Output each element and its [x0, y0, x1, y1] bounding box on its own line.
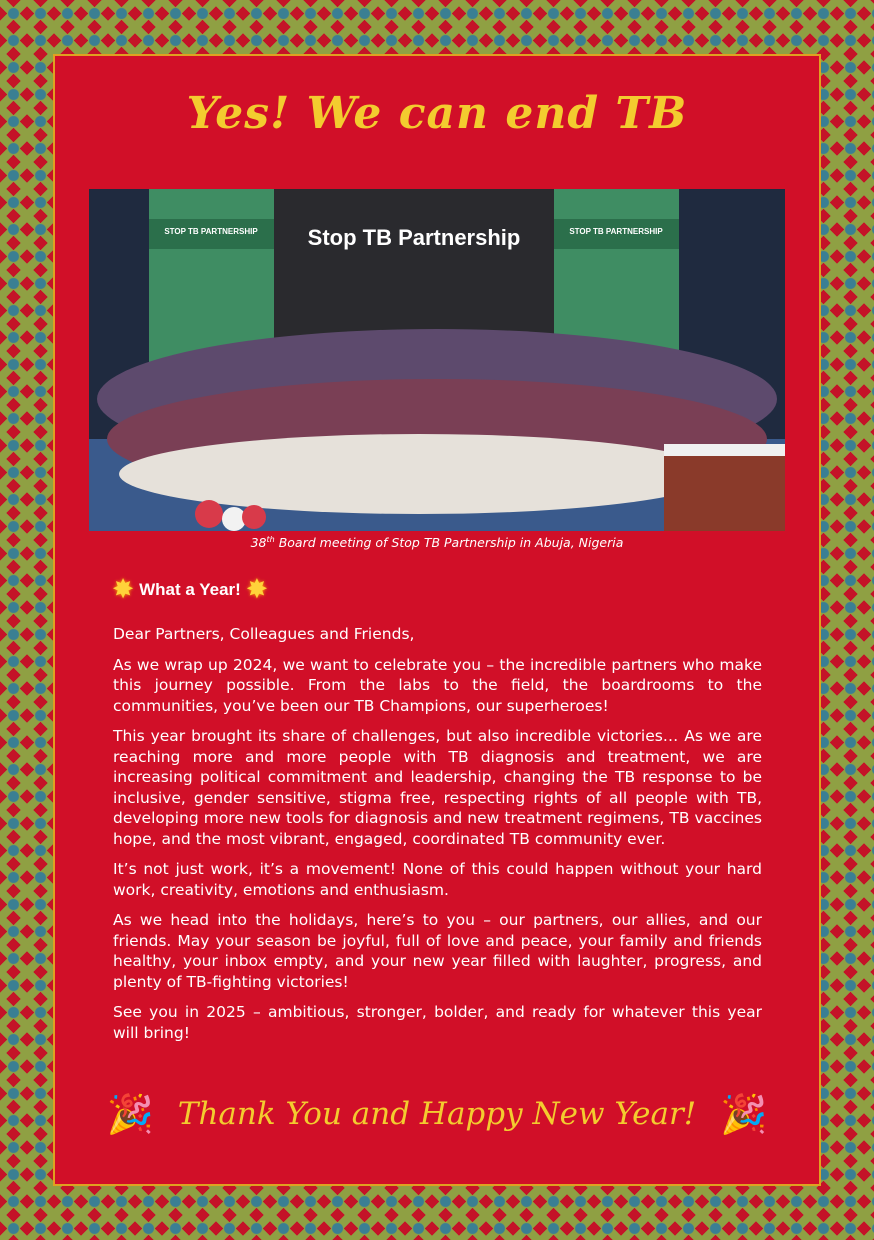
caption-text: Board meeting of Stop TB Partnership in Abuja, Nigeria [274, 535, 624, 551]
party-popper-icon: 🎉 [106, 1092, 154, 1136]
paragraph: As we wrap up 2024, we want to celebrate you – the incredible partners who make this journey possible. From the labs to the field, the boardrooms to the communities, you’ve been our TB Champions, our superheroes! [113, 655, 762, 715]
paragraph: See you in 2025 – ambitious, stronger, bolder, and ready for whatever this year will bring! [113, 1003, 762, 1042]
paragraph: This year brought its share of challenges, but also incredible victories… As we are reaching more and more people with TB diagnosis and treatment, we are increasing political commitment and leadership, changing the TB response to be inclusive, gender sensitive, stigma free, respecting rights of all people with TB, developing more new tools for diagnosis and new treatment regimens, TB vaccines hope, and the most vibrant, engaged, coordinated TB community ever. [113, 727, 762, 848]
paragraph-greeting: Dear Partners, Colleagues and Friends, [113, 625, 415, 643]
section-heading [113, 578, 267, 602]
glowing-star-icon: ✸ [246, 576, 267, 603]
page-title: Yes! We can end TB [186, 88, 688, 139]
paragraph: As we head into the holidays, here’s to you – our partners, our allies, and our friends. May your season be joyful, full of love and peace, your family and friends healthy, your inbox empty, and your new year filled with laughter, progress, and plenty of TB-fighting victories! [113, 911, 762, 991]
closing-line [0, 1092, 874, 1136]
photo-caption [0, 535, 874, 550]
closing-text: Thank You and Happy New Year! [177, 1096, 697, 1132]
caption-ordinal-sup: th [266, 535, 275, 544]
paragraph: It’s not just work, it’s a movement! None of this could happen without your hard work, creativity, emotions and enthusiasm. [113, 860, 762, 899]
glowing-star-icon: ✸ [113, 576, 134, 603]
banner-right-text: STOP TB PARTNERSHIP [569, 227, 663, 236]
stage-logo-text: Stop TB Partnership [307, 225, 521, 250]
letter-body [113, 624, 762, 1053]
caption-ordinal: 38 [250, 535, 267, 551]
section-heading-text: What a Year! [139, 580, 241, 599]
party-popper-icon: 🎉 [720, 1092, 768, 1136]
banner-left-text: STOP TB PARTNERSHIP [164, 227, 258, 236]
group-photo [89, 189, 785, 531]
